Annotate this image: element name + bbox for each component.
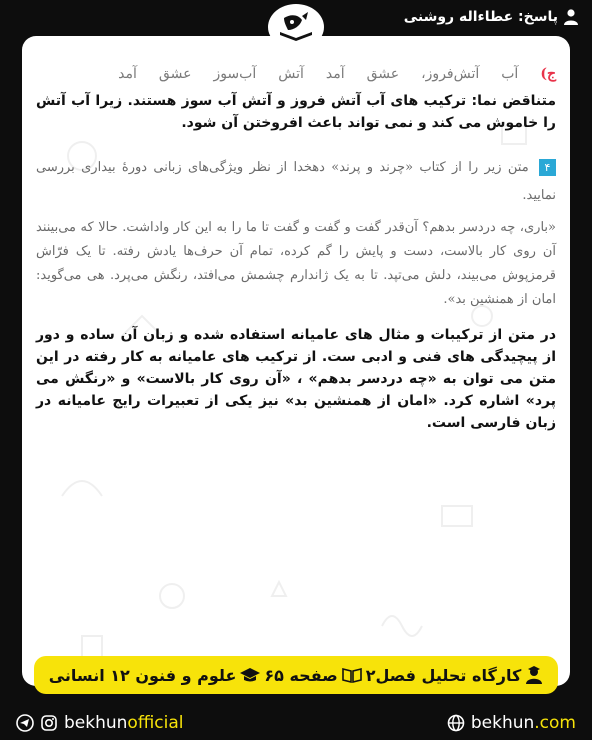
answerer-line (404, 9, 578, 25)
section-c-word: آمد (325, 66, 345, 82)
open-book-icon (342, 667, 362, 683)
globe-icon (447, 714, 465, 732)
section-c-word: آب‌سوز (213, 66, 257, 82)
question-text: متن زیر را از کتاب «چرند و پرند» دهخدا از نظر ویژگی‌های زبانی دورهٔ بیداری بررسی نمایید. (36, 160, 556, 203)
book-reference-bar (34, 656, 558, 694)
section-c-line (36, 66, 556, 82)
person-icon (564, 9, 578, 25)
section-c-word: آمد (118, 66, 137, 82)
chapter-label: کارگاه تحلیل فصل۲ (365, 665, 522, 685)
footer (0, 706, 592, 740)
website-accent: .com (534, 713, 576, 733)
page-label: صفحه ۶۵ (264, 665, 338, 685)
section-c-label: ج) (540, 66, 556, 82)
paradox-explanation: متناقض نما: ترکیب های آب آتش فروز و آتش آب سوز هستند. زیرا آب آتش را خاموش می کند و نمی تواند باعث افروختن آن شود. (36, 93, 556, 131)
student-icon (525, 666, 543, 684)
answer-text: در متن از ترکیبات و مثال های عامیانه استفاده شده و زبان آن ساده و دور از پیچیدگی های فنی و ادبی ست. از ترکیب های عامیانه به کار رفته در این متن می توان به «چه دردسر بدهم» ، «آن روی کار بالاست» و «رنگش می پرد» اشاره کرد. «امان از همنشین بد» نیز یکی از تعبیرات رایج عامیانه در زبان فارسی است. (36, 327, 556, 431)
answerer-name: پاسخ: عطاءاله روشنی (403, 9, 558, 25)
content-card (22, 36, 570, 686)
social-handle-text: bekhun (64, 713, 128, 733)
website-link[interactable] (447, 713, 576, 733)
section-c-word: آتش (278, 66, 304, 82)
telegram-icon[interactable] (16, 714, 34, 732)
section-c-word: آتش‌فروز، (421, 66, 480, 82)
social-handle-accent: official (127, 713, 184, 733)
section-c-word: آب (501, 66, 519, 82)
instagram-icon[interactable] (40, 714, 58, 732)
content-area (22, 36, 570, 686)
question-number-badge: ۴ (539, 159, 556, 176)
brand-logo (268, 4, 324, 50)
quoted-passage: «باری، چه دردسر بدهم؟ آن‌قدر گفت و گفت و گفت تا ما را به این کار واداشت. حالا که می‌بینند آن روی کار بالاست، دست و پایش را گم کرده، تمام آن حرف‌ها یادش رفته. تا یک فرّاش قرمزپوش می‌بیند، دلش می‌تپد. تا به یک ژاندارم چشمش می‌افتد، رنگش می‌پرد. هی می‌گوید: امان از همنشین بد». (36, 220, 556, 307)
section-c-word: عشق (158, 66, 192, 82)
social-handle[interactable] (16, 713, 183, 733)
question-4 (36, 154, 556, 210)
website-text: bekhun (470, 713, 535, 733)
graduation-cap-icon (240, 667, 260, 683)
section-c-word: عشق (366, 66, 400, 82)
book-logo-icon (276, 10, 316, 44)
subject-label: علوم و فنون ۱۲ انسانی (48, 665, 237, 685)
